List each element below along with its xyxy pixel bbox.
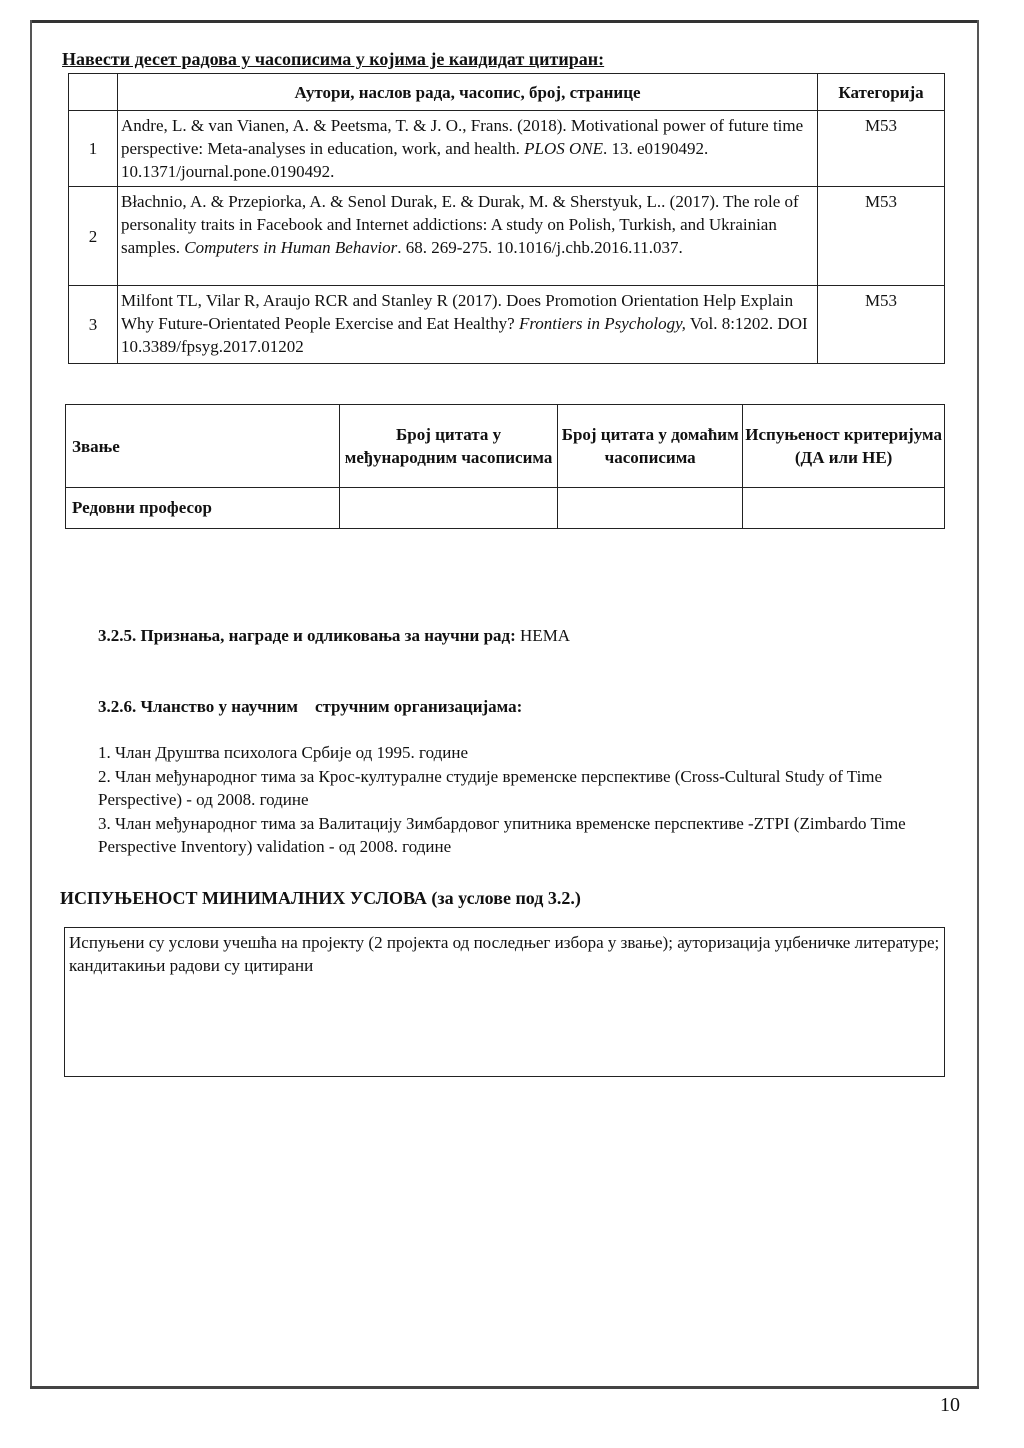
citations-header-row <box>69 74 945 111</box>
bottom-rule <box>30 1386 979 1389</box>
awards-section <box>98 626 570 646</box>
journal-name: Frontiers in Psychology, <box>518 314 686 333</box>
criteria-header-row <box>66 405 945 488</box>
authors-column-header: Аутори, наслов рада, часопис, број, странице <box>118 74 818 111</box>
row-number: 2 <box>69 187 118 286</box>
list-item: 1. Члан Друштва психолога Србије од 1995. године <box>98 743 468 762</box>
awards-label: Признања, награде и одликовања за научни рад: <box>140 626 516 645</box>
international-citations-header: Број цитата у међународним часописима <box>340 405 558 488</box>
reference-text: . 13. e0190492. 10.1371/journal.pone.0190492. <box>121 139 709 181</box>
membership-list <box>98 741 958 859</box>
rank-value: Редовни професор <box>66 488 340 529</box>
list-item: 2. Члан међународног тима за Крос-културалне студије временске перспективе (Cross-Cultural Study of Time Perspective) - од 2008. године <box>98 766 883 809</box>
citations-table <box>68 73 945 364</box>
criteria-fulfilled-header: Испуњеност критеријума (ДА или НЕ) <box>743 405 945 488</box>
reference-text: Milfont TL, Vilar R, Araujo RCR and Stanley R (2017). Does Promotion Orientation Help Explain Why Future-Orientated People Exercise and Eat Healthy? <box>121 291 794 333</box>
row-number: 1 <box>69 111 118 187</box>
category-cell: М53 <box>818 286 945 364</box>
section-number: 3.2.6. <box>98 697 137 716</box>
criteria-fulfilled-value <box>743 488 945 529</box>
section-number: 3.2.5. <box>98 626 137 645</box>
rank-column-header: Звање <box>66 405 340 488</box>
criteria-table <box>65 404 945 529</box>
category-cell: М53 <box>818 187 945 286</box>
domestic-citations-value <box>558 488 743 529</box>
num-column-header <box>69 74 118 111</box>
citations-heading: Навести десет радова у часописима у којима је каидидат цитиран: <box>62 49 605 69</box>
journal-name: PLOS ONE <box>524 139 604 158</box>
memberships-section <box>98 697 522 717</box>
page-number: 10 <box>940 1394 960 1416</box>
domestic-citations-header: Број цитата у домаћим часописима <box>558 405 743 488</box>
reference-text: . 68. 269-275. 10.1016/j.chb.2016.11.037. <box>397 238 683 257</box>
reference-cell <box>118 111 818 187</box>
reference-text: Vol. 8:1202. DOI 10.3389/fpsyg.2017.01202 <box>121 314 808 356</box>
awards-value: НЕМА <box>520 626 571 645</box>
row-number: 3 <box>69 286 118 364</box>
table-row <box>69 286 945 364</box>
reference-text: Błachnio, A. & Przepiorka, A. & Senol Durak, E. & Durak, M. & Sherstyuk, L.. (2017). The role of personality traits in Facebook and Internet addictions: A study on Polish, Turkish, and Ukrainian samples. <box>121 192 799 257</box>
table-row <box>69 187 945 286</box>
international-citations-value <box>340 488 558 529</box>
memberships-label: Чланство у научним стручним организацијама: <box>140 697 523 716</box>
list-item: 3. Члан међународног тима за Валитацију Зимбардовог упитника временске перспективе -ZTPI (Zimbardo Time Perspective Inventory) validation - од 2008. године <box>98 813 906 856</box>
table-row <box>69 111 945 187</box>
reference-cell <box>118 187 818 286</box>
category-column-header: Категорија <box>818 74 945 111</box>
table-row <box>66 488 945 529</box>
reference-cell <box>118 286 818 364</box>
category-cell: М53 <box>818 111 945 187</box>
minimum-conditions-text: Испуњени су услови учешћа на пројекту (2 пројекта од последњег избора у звање); ауторизација уџбеничке литературе; кандитакињи радови су цитирани <box>69 933 940 975</box>
minimum-conditions-heading: ИСПУЊЕНОСТ МИНИМАЛНИХ УСЛОВА (за услове под 3.2.) <box>60 888 581 908</box>
journal-name: Computers in Human Behavior <box>184 238 398 257</box>
reference-text: Andre, L. & van Vianen, A. & Peetsma, T. & J. O., Frans. (2018). Motivational power of future time perspective: Meta-analyses in education, work, and health. <box>121 116 804 158</box>
minimum-conditions-box <box>64 927 945 1077</box>
